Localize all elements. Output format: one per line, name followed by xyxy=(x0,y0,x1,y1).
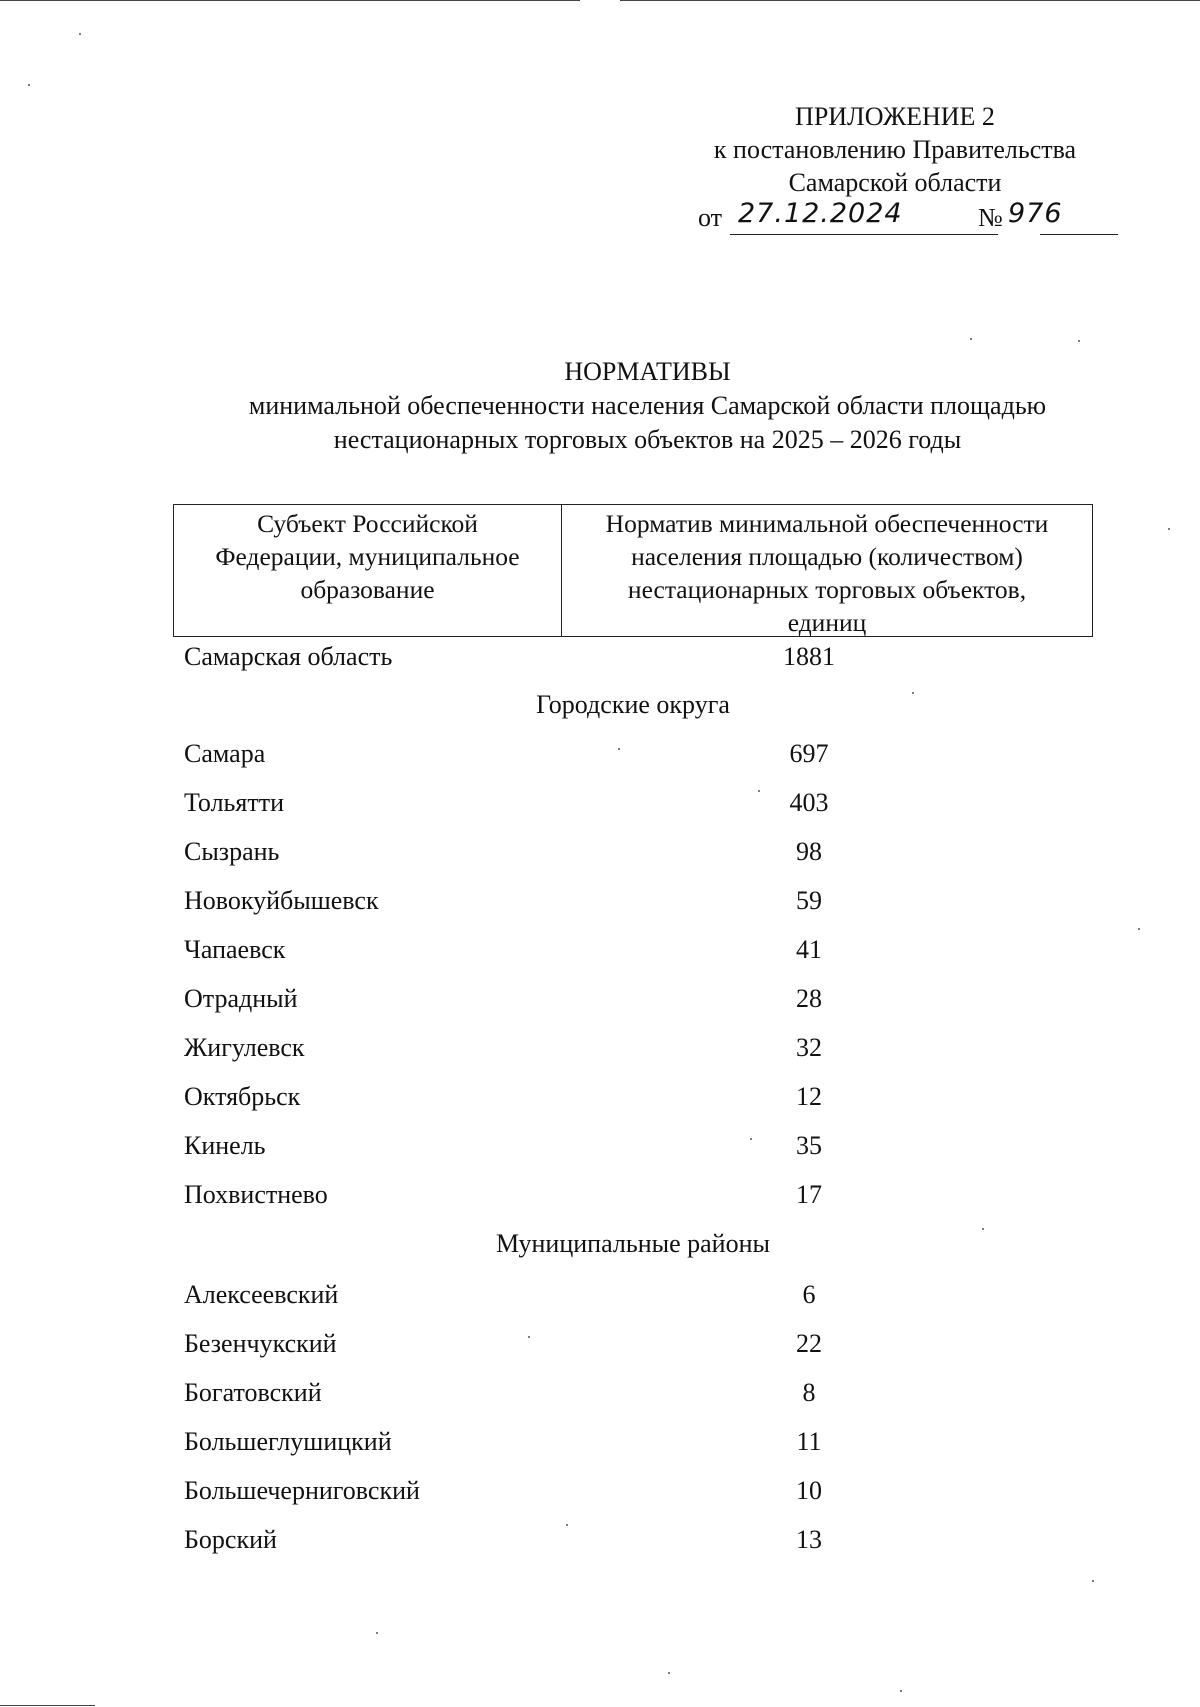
table-header xyxy=(173,504,1093,637)
scan-speck xyxy=(28,84,30,86)
row-name: Самара xyxy=(184,739,266,768)
handwritten-date: 27.12.2024 xyxy=(738,198,903,229)
appendix-line-2: Самарской области xyxy=(788,168,1002,197)
row-name: Самарская область xyxy=(184,642,393,671)
row-value: 403 xyxy=(789,788,829,817)
appendix-block xyxy=(660,100,1130,237)
table-row xyxy=(184,1473,1144,1509)
scan-speck xyxy=(1138,928,1140,930)
appendix-line-1: к постановлению Правительства xyxy=(713,135,1077,164)
row-value: 59 xyxy=(796,886,822,915)
scan-speck xyxy=(970,338,972,340)
row-name: Борский xyxy=(184,1525,277,1554)
table-row xyxy=(184,785,1144,821)
scan-speck xyxy=(668,1672,670,1674)
scan-edge-top-right xyxy=(620,0,1200,1)
document-subtitle-line-1: минимальной обеспеченности населения Самарской области площадью xyxy=(248,391,1047,420)
row-name: Сызрань xyxy=(184,837,280,866)
document-subtitle-line-2: нестационарных торговых объектов на 2025 – 2026 годы xyxy=(333,425,962,454)
table-row xyxy=(184,1079,1144,1115)
number-underline xyxy=(1040,234,1118,235)
scan-speck xyxy=(758,790,760,792)
date-prefix: от xyxy=(698,203,723,232)
scan-speck xyxy=(566,1524,568,1526)
row-value: 10 xyxy=(796,1476,822,1505)
date-underline xyxy=(730,234,998,235)
table-row xyxy=(184,1177,1144,1213)
section-heading-urban: Городские округа xyxy=(536,690,730,719)
row-name: Октябрьск xyxy=(184,1082,301,1111)
header-col2-line: населения площадью (количеством) xyxy=(631,542,1023,571)
row-value: 6 xyxy=(802,1280,816,1309)
table-row xyxy=(184,883,1144,919)
table-row xyxy=(184,736,1144,772)
scan-edge-top-left xyxy=(0,0,580,1)
row-name: Большеглушицкий xyxy=(184,1427,392,1456)
header-col1-line: Субъект Российской xyxy=(257,509,478,538)
document-title-block xyxy=(160,355,1135,457)
row-name: Новокуйбышевск xyxy=(184,886,379,915)
table-row xyxy=(184,1424,1144,1460)
header-col1-line: образование xyxy=(300,575,435,604)
row-value: 28 xyxy=(796,984,822,1013)
table-row-total xyxy=(184,639,1144,675)
table-row xyxy=(184,1277,1144,1313)
section-heading-districts: Муниципальные районы xyxy=(496,1229,770,1258)
row-name: Богатовский xyxy=(184,1378,322,1407)
table-row xyxy=(184,1522,1144,1558)
scan-speck xyxy=(982,1228,984,1230)
row-value: 13 xyxy=(796,1525,822,1554)
table-row xyxy=(184,1375,1144,1411)
table-row xyxy=(184,932,1144,968)
scan-speck xyxy=(1092,1580,1094,1582)
scan-speck xyxy=(750,1138,752,1140)
scan-speck xyxy=(528,1336,530,1338)
table-row xyxy=(184,981,1144,1017)
header-col2-line: Норматив минимальной обеспеченности xyxy=(605,509,1049,538)
scan-speck xyxy=(1078,340,1080,342)
row-name: Тольятти xyxy=(184,788,285,817)
header-column-subject xyxy=(174,505,562,636)
scan-speck xyxy=(912,692,914,694)
table-row xyxy=(184,834,1144,870)
row-value: 32 xyxy=(796,1033,822,1062)
row-value: 41 xyxy=(796,935,822,964)
row-value: 98 xyxy=(796,837,822,866)
row-value: 8 xyxy=(802,1378,816,1407)
header-col2-line: нестационарных торговых объектов, xyxy=(627,575,1027,604)
number-label: № xyxy=(978,203,1003,232)
row-name: Отрадный xyxy=(184,984,298,1013)
scan-speck xyxy=(79,33,81,35)
row-value: 17 xyxy=(796,1180,822,1209)
document-title: НОРМАТИВЫ xyxy=(564,357,731,386)
header-column-norm xyxy=(562,505,1092,636)
row-value: 1881 xyxy=(783,642,835,671)
row-name: Безенчукский xyxy=(184,1329,337,1358)
row-name: Кинель xyxy=(184,1131,266,1160)
row-value: 697 xyxy=(789,739,829,768)
table-row xyxy=(184,1128,1144,1164)
table-row xyxy=(184,1030,1144,1066)
row-value: 11 xyxy=(796,1427,822,1456)
row-name: Чапаевск xyxy=(184,935,286,964)
scan-speck xyxy=(376,1632,378,1634)
scan-speck xyxy=(900,1690,902,1692)
table-row xyxy=(184,1326,1144,1362)
row-value: 12 xyxy=(796,1082,822,1111)
header-col2-line: единиц xyxy=(787,608,867,637)
row-value: 22 xyxy=(796,1329,822,1358)
row-name: Большечерниговский xyxy=(184,1476,420,1505)
row-name: Похвистнево xyxy=(184,1180,328,1209)
row-name: Алексеевский xyxy=(184,1280,339,1309)
scan-speck xyxy=(618,748,620,750)
scan-edge-bottom xyxy=(0,1705,95,1706)
date-number-row xyxy=(660,198,1130,237)
row-name: Жигулевск xyxy=(184,1033,305,1062)
header-col1-line: Федерации, муниципальное xyxy=(215,542,520,571)
handwritten-number: 976 xyxy=(1008,198,1063,229)
row-value: 35 xyxy=(796,1131,822,1160)
scan-speck xyxy=(1168,528,1170,530)
appendix-title: ПРИЛОЖЕНИЕ 2 xyxy=(795,102,995,131)
